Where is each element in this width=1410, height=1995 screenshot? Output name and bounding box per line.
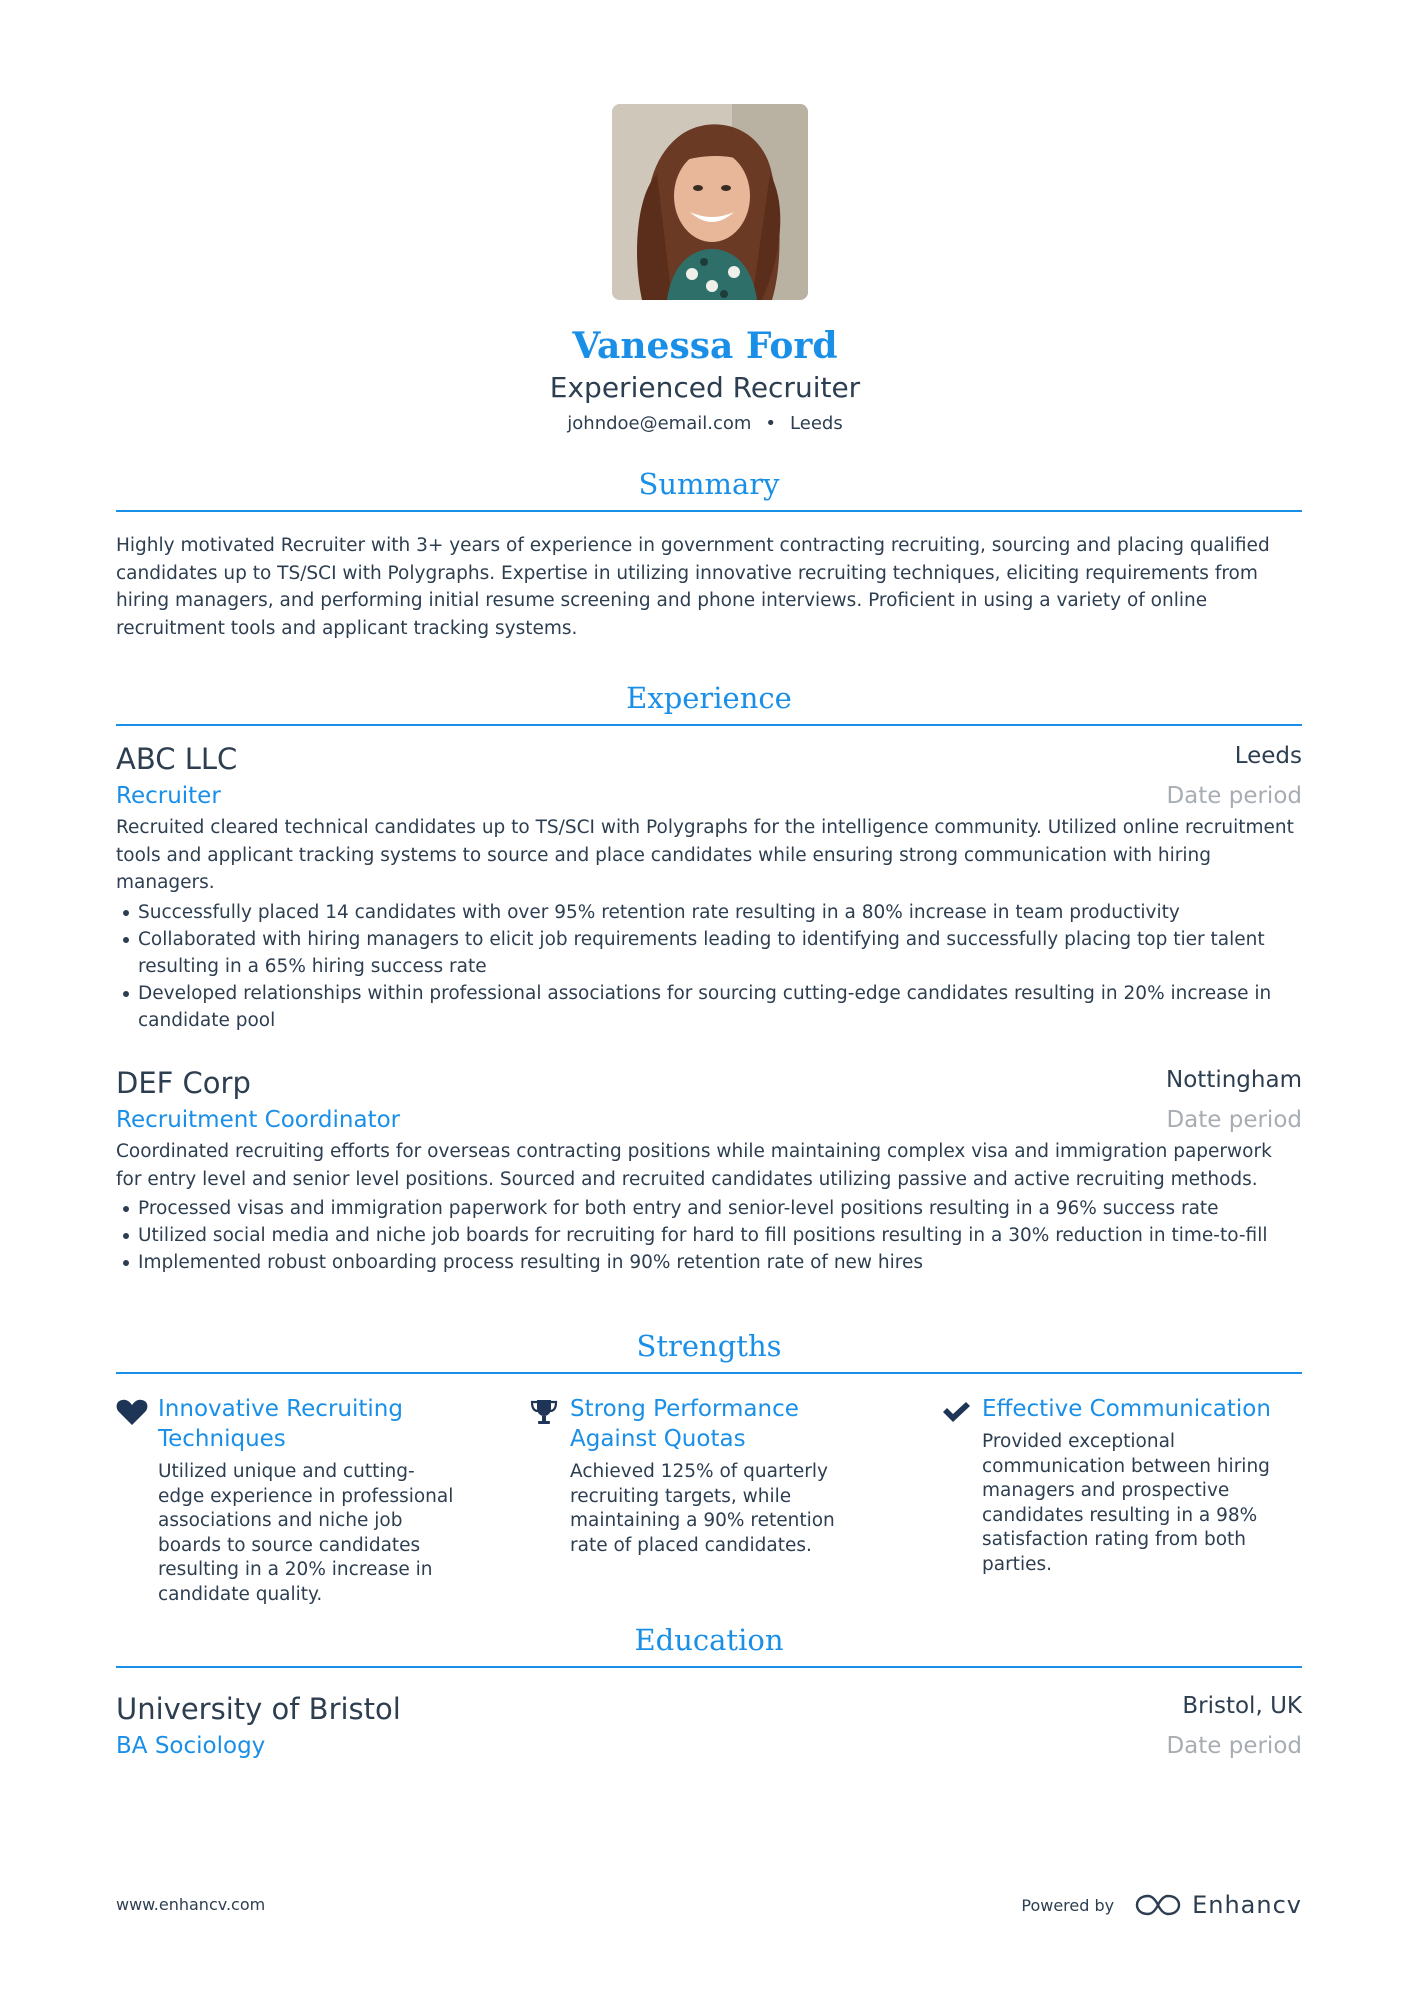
job-bullet: Implemented robust onboarding process resulting in 90% retention rate of new hires [116, 1249, 1302, 1276]
experience-item [116, 740, 1302, 1034]
degree: BA Sociology [116, 1733, 266, 1759]
section-title-strengths: Strengths [116, 1326, 1302, 1374]
enhancv-logo-icon [1134, 1892, 1182, 1918]
strength-item [528, 1394, 868, 1558]
strength-item [940, 1394, 1280, 1577]
contact-location: Leeds [790, 413, 843, 434]
education-item [116, 1690, 1302, 1764]
candidate-title: Experienced Recruiter [549, 371, 861, 404]
brand-name: Enhancv [1192, 1891, 1302, 1919]
resume-header [0, 322, 1410, 438]
summary-text: Highly motivated Recruiter with 3+ years of experience in government contracting recruiting, sourcing and placing qualified candidates up to TS/SCI with Polygraphs. Expertise in utilizing innovative recruiting techniques, eliciting requirements from hiring managers, and performing initial resume screening and phone interviews. Proficient in using a variety of online recruitment tools and applicant tracking systems. [116, 535, 1270, 639]
job-description: Recruited cleared technical candidates up to TS/SCI with Polygraphs for the intelligence community. Utilized online recruitment tools and applicant tracking systems to source and place candidates while ensuring strong communication with hiring managers. [116, 817, 1294, 893]
contact-separator: • [765, 413, 777, 434]
strength-description: Provided exceptional communication between hiring managers and prospective candidates resulting in a 98% satisfaction rating from both parties. [982, 1431, 1270, 1575]
company-name: DEF Corp [116, 1066, 251, 1100]
strength-title: Effective Communication [982, 1396, 1271, 1422]
strength-title: Innovative Recruiting Techniques [158, 1396, 403, 1452]
job-location: Nottingham [1166, 1067, 1302, 1093]
experience-item [116, 1064, 1302, 1276]
profile-photo [612, 104, 808, 300]
job-date: Date period [1166, 1107, 1302, 1133]
heart-icon [116, 1398, 148, 1426]
job-bullet: Collaborated with hiring managers to elicit job requirements leading to identifying and successfully placing top tier talent resulting in a 65% hiring success rate [116, 926, 1302, 980]
job-bullet: Utilized social media and niche job boards for recruiting for hard to fill positions resulting in a 30% reduction in time-to-fill [116, 1222, 1302, 1249]
job-role: Recruitment Coordinator [116, 1107, 401, 1133]
section-title-summary: Summary [116, 464, 1302, 512]
footer-website[interactable]: www.enhancv.com [116, 1895, 266, 1914]
candidate-name: Vanessa Ford [572, 325, 838, 367]
company-name: ABC LLC [116, 742, 238, 776]
job-date: Date period [1166, 783, 1302, 809]
section-title-education: Education [116, 1620, 1302, 1668]
footer-branding [1021, 1888, 1302, 1922]
school-name: University of Bristol [116, 1692, 401, 1726]
contact-email[interactable]: johndoe@email.com [567, 413, 752, 434]
job-bullets [116, 899, 1302, 1034]
job-description: Coordinated recruiting efforts for overseas contracting positions while maintaining complex visa and immigration paperwork for entry level and senior level positions. Sourced and recruited candidates utilizing passive and active recruiting methods. [116, 1141, 1272, 1190]
school-location: Bristol, UK [1182, 1693, 1302, 1719]
job-role: Recruiter [116, 783, 221, 809]
strength-item [116, 1394, 456, 1607]
job-bullet: Processed visas and immigration paperwork for both entry and senior-level positions resulting in a 96% success rate [116, 1195, 1302, 1222]
checkmark-icon [940, 1398, 972, 1426]
profile-photo-illustration [612, 104, 808, 300]
job-bullet: Developed relationships within professional associations for sourcing cutting-edge candidates resulting in 20% increase in candidate pool [116, 980, 1302, 1034]
job-bullet: Successfully placed 14 candidates with over 95% retention rate resulting in a 80% increase in team productivity [116, 899, 1302, 926]
strength-description: Utilized unique and cutting-edge experience in professional associations and niche job boards to source candidates resulting in a 20% increase in candidate quality. [158, 1461, 454, 1605]
job-bullets [116, 1195, 1302, 1276]
job-location: Leeds [1234, 743, 1302, 769]
enhancv-logo[interactable] [1134, 1891, 1302, 1919]
trophy-icon [528, 1398, 560, 1426]
strength-description: Achieved 125% of quarterly recruiting targets, while maintaining a 90% retention rate of placed candidates. [570, 1461, 835, 1556]
education-date: Date period [1166, 1733, 1302, 1759]
contact-line [0, 410, 1410, 438]
powered-by-label: Powered by [1021, 1895, 1115, 1915]
strength-title: Strong Performance Against Quotas [570, 1396, 799, 1452]
section-title-experience: Experience [116, 678, 1302, 726]
